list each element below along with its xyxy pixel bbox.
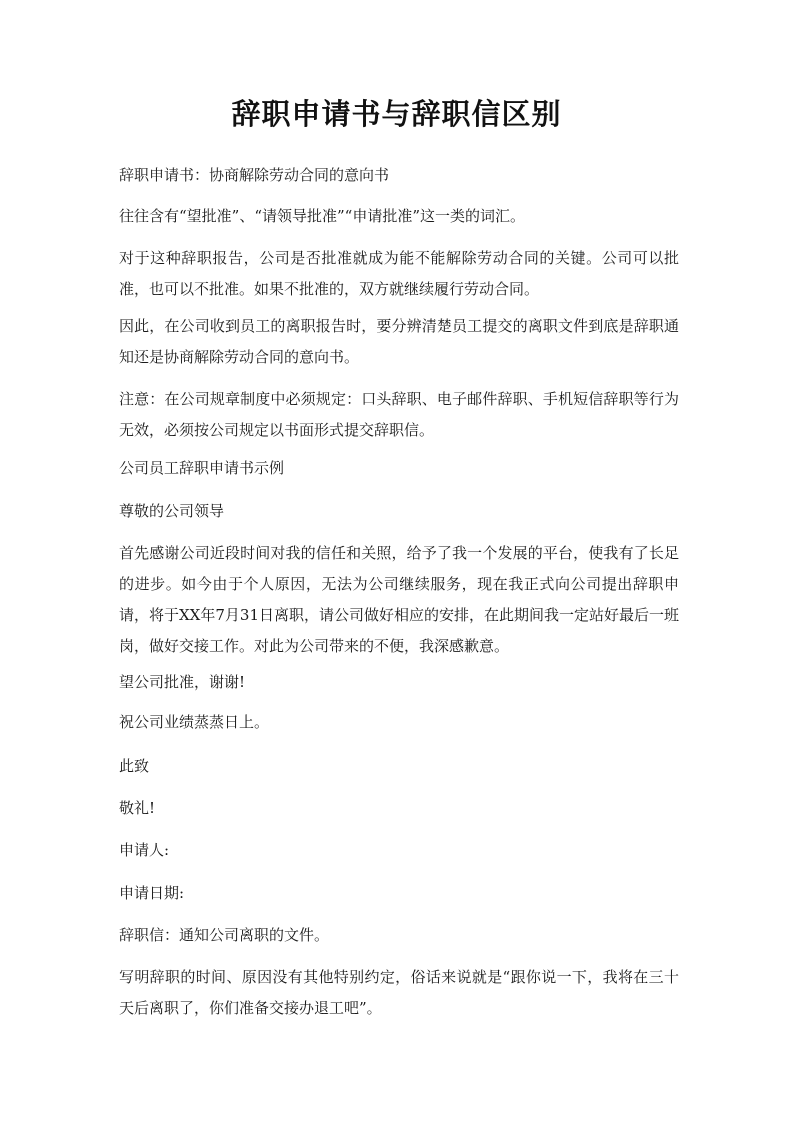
paragraph: 祝公司业绩蒸蒸日上。 xyxy=(119,713,270,731)
paragraph: 望公司批准，谢谢! xyxy=(119,673,246,691)
paragraph: 对于这种辞职报告，公司是否批准就成为能不能解除劳动合同的关键。公司可以批准，也可以不批准。如果不批准的，双方就继续履行劳动合同。 xyxy=(119,249,679,298)
paragraph: 此致 xyxy=(119,757,150,775)
paragraph: 往往含有“望批准”、“请领导批准”“申请批准”这一类的词汇。 xyxy=(119,207,526,225)
paragraph: 敬礼! xyxy=(119,799,156,817)
paragraph: 辞职信：通知公司离职的文件。 xyxy=(119,926,330,944)
paragraph: 辞职申请书：协商解除劳动合同的意向书 xyxy=(119,166,390,184)
paragraph: 首先感谢公司近段时间对我的信任和关照，给予了我一个发展的平台，使我有了长足的进步。如今由于个人原因，无法为公司继续服务，现在我正式向公司提出辞职申请，将于XX年7月31日离职，请公司做好相应的安排，在此期间我一定站好最后一班岗，做好交接工作。对此为公司带来的不便，我深感歉意。 xyxy=(119,544,679,655)
paragraph: 申请日期: xyxy=(119,884,185,902)
paragraph: 尊敬的公司领导 xyxy=(119,502,225,520)
paragraph: 公司员工辞职申请书示例 xyxy=(119,459,285,477)
paragraph: 因此，在公司收到员工的离职报告时，要分辨清楚员工提交的离职文件到底是辞职通知还是协商解除劳动合同的意向书。 xyxy=(119,317,679,366)
paragraph: 注意：在公司规章制度中必须规定：口头辞职、电子邮件辞职、手机短信辞职等行为无效，必须按公司规定以书面形式提交辞职信。 xyxy=(119,390,679,439)
paragraph: 申请人: xyxy=(119,841,170,859)
document-title: 辞职申请书与辞职信区别 xyxy=(231,97,562,131)
paragraph: 写明辞职的时间、原因没有其他特别约定，俗话来说就是“跟你说一下，我将在三十天后离职了，你们准备交接办退工吧”。 xyxy=(119,968,679,1017)
